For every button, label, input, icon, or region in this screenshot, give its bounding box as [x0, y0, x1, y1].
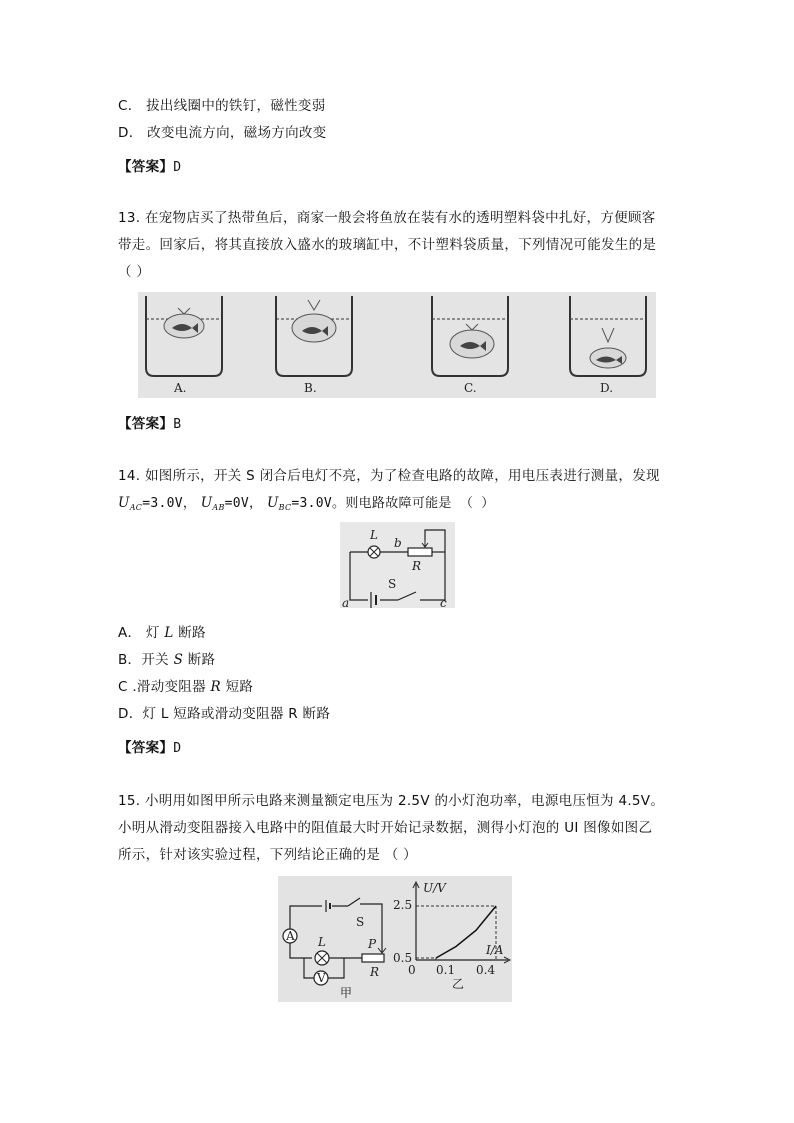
u-ac-sub: AC: [129, 503, 143, 512]
q13-stem-line-1: 13. 在宠物店买了热带鱼后，商家一般会将鱼放在装有水的透明塑料袋中扎好，方便顾客: [118, 210, 656, 226]
label-s: S: [388, 577, 397, 591]
q13-stem-line-2: 带走。回家后，将其直接放入盛水的玻璃缸中，不计塑料袋质量，下列情况可能发生的是: [118, 237, 657, 253]
label-ammeter: A: [286, 929, 295, 943]
answer-value: D: [173, 160, 182, 175]
label-p: P: [368, 937, 377, 951]
label-a: A.: [174, 381, 187, 395]
label-l: L: [370, 528, 378, 542]
u-ab-value: =0V，: [224, 496, 263, 511]
answer-tag: 【答案】: [118, 159, 174, 175]
q14-option-a: [118, 624, 206, 642]
q15-stem-line-1: 15. 小明用如图甲所示电路来测量额定电压为 2.5V 的小灯泡功率，电源电压恒为 4.5V。: [118, 793, 665, 809]
x-tick-0: 0: [408, 963, 416, 977]
u-bc-value: =3.0V。则电路故障可能是 （ ）: [291, 496, 495, 511]
q15-figure: [278, 876, 512, 1002]
q14-stem-line-2: $U_{AC}=3.0V$， $U_{AB}=0V$， $U_{BC}=3.0V$。则电路故障可能是 （ ）: [118, 495, 495, 512]
u-ab-sub: AB: [212, 503, 225, 512]
option-c-prefix: C .滑动变阻器: [118, 679, 206, 695]
x-axis-label: I/A: [486, 943, 504, 957]
q13-figure: [138, 292, 656, 398]
x-tick-0-1: 0.1: [436, 963, 456, 977]
q12-answer: [118, 158, 181, 177]
option-b-prefix: B．开关: [118, 652, 169, 668]
q12-option-c: C． 拔出线圈中的铁钉，磁性变弱: [118, 98, 326, 114]
x-tick-0-4: 0.4: [476, 963, 496, 977]
q13-stem-line-3: （ ）: [118, 264, 151, 280]
option-a-suffix: 断路: [178, 625, 206, 641]
option-c-var: R: [210, 679, 221, 695]
label-b: b: [394, 536, 402, 550]
y-tick-2-5: 2.5: [393, 898, 413, 912]
q13-answer: [118, 415, 181, 434]
label-a: a: [342, 596, 350, 608]
caption-yi: 乙: [452, 977, 465, 991]
y-tick-0-5: 0.5: [393, 951, 413, 965]
label-d: D.: [600, 381, 614, 395]
q14-stem-line-1: 14. 如图所示，开关 S 闭合后电灯不亮，为了检查电路的故障，用电压表进行测量，发现: [118, 468, 660, 484]
answer-value: B: [173, 417, 182, 432]
label-c: c: [440, 596, 447, 608]
q14-option-b: [118, 651, 215, 669]
q15-stem-line-3: 所示，针对该实验过程，下列结论正确的是 （ ）: [118, 847, 417, 863]
answer-value: D: [173, 741, 182, 756]
label-b: B.: [304, 381, 317, 395]
option-b-var: S: [173, 652, 184, 668]
u-bc-sub: BC: [278, 503, 292, 512]
option-a-prefix: A． 灯: [118, 625, 160, 641]
label-l: L: [318, 935, 326, 949]
label-r: R: [412, 559, 422, 573]
q12-option-d: D． 改变电流方向，磁场方向改变: [118, 125, 327, 141]
fish-tank-figure: [138, 292, 656, 398]
label-r: R: [370, 965, 380, 979]
option-c-suffix: 短路: [225, 679, 254, 695]
q14-option-c: [118, 678, 253, 696]
label-voltmeter: V: [317, 971, 326, 985]
rheostat-icon: [362, 954, 384, 962]
rheostat-icon: [408, 548, 432, 556]
y-axis-label: U/V: [423, 881, 446, 895]
label-s: S: [356, 915, 365, 929]
q14-option-d: D．灯 L 短路或滑动变阻器 R 断路: [118, 706, 331, 722]
option-b-suffix: 断路: [187, 652, 216, 668]
answer-tag: 【答案】: [118, 416, 174, 432]
u-ac-value: =3.0V，: [142, 496, 197, 511]
q15-stem-line-2: 小明从滑动变阻器接入电路中的阻值最大时开始记录数据，测得小灯泡的 UI 图像如图乙: [118, 820, 653, 836]
q14-answer: [118, 739, 181, 758]
caption-jia: 甲: [340, 986, 353, 1000]
answer-tag: 【答案】: [118, 740, 174, 756]
option-a-var: L: [164, 625, 174, 641]
q14-circuit-figure: [340, 522, 455, 608]
label-c: C.: [464, 381, 477, 395]
